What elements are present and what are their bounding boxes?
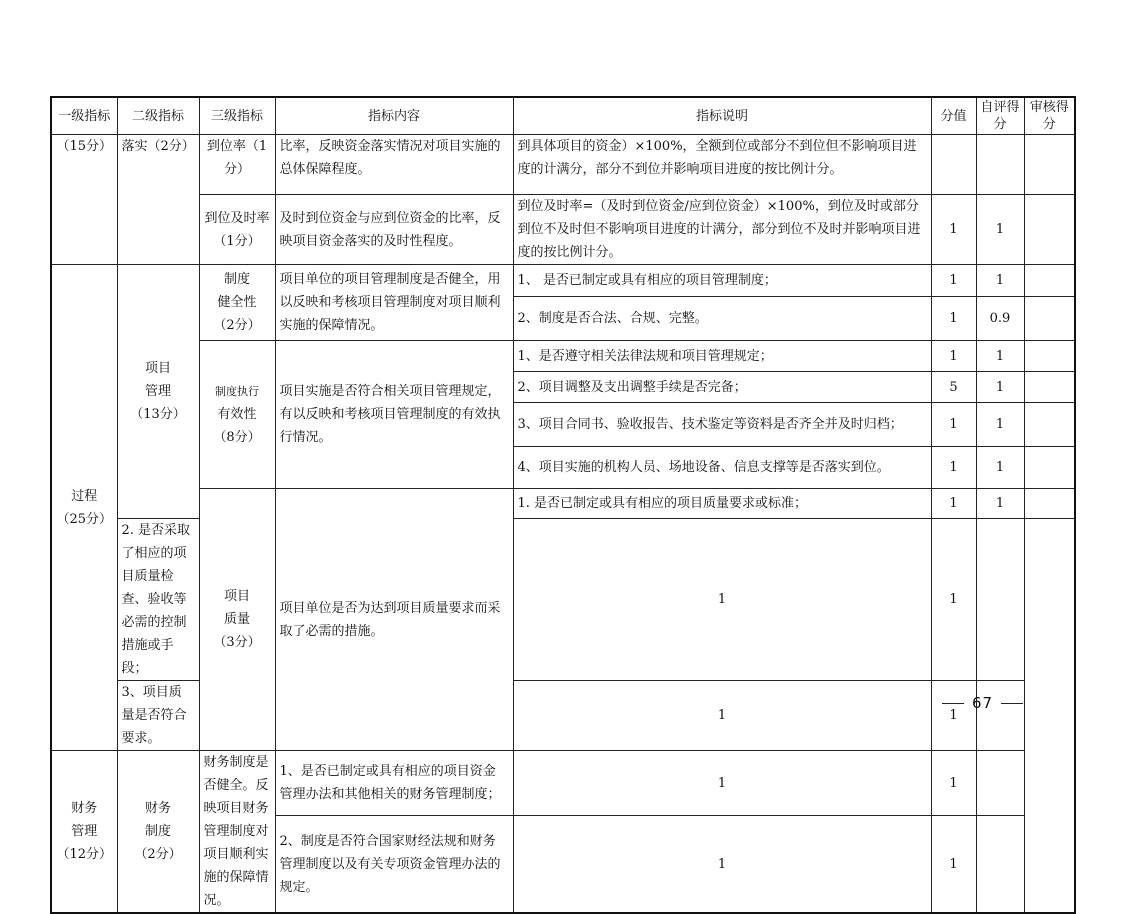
level2-finance-points: （12分）	[56, 847, 113, 862]
level3-finance-points: （2分）	[134, 847, 182, 862]
level2-project-management-cell	[117, 265, 199, 519]
level2-cell: 落实（2分）	[117, 135, 199, 265]
self-score-cell: 1	[976, 265, 1024, 297]
content-cell: 项目实施是否符合相关项目管理规定，有以反映和考核项目管理制度的有效执行情况。	[275, 341, 513, 489]
level2-pm-title: 项目管理	[144, 361, 171, 399]
description-cell: 4、项目实施的机构人员、场地设备、信息支撑等是否落实到位。	[513, 447, 931, 489]
level3-execution-points: （8分）	[213, 430, 261, 445]
audit-score-cell	[976, 816, 1024, 914]
audit-score-cell	[1024, 372, 1075, 403]
level3-finance-line1: 财务	[144, 801, 171, 816]
audit-score-cell	[976, 681, 1024, 751]
self-score-cell: 0.9	[976, 297, 1024, 341]
description-cell: 2、制度是否符合国家财经法规和财务管理制度以及有关专项资金管理办法的规定。	[275, 816, 513, 914]
self-score-cell	[976, 135, 1024, 195]
header-score: 分值	[931, 97, 976, 135]
level1-process-points: （25分）	[56, 511, 113, 527]
level3-quality-line2: 质量	[223, 612, 250, 627]
self-score-cell: 1	[931, 681, 976, 751]
audit-score-cell	[1024, 403, 1075, 447]
description-cell: 1、是否已制定或具有相应的项目资金管理办法和其他相关的财务管理制度；	[275, 751, 513, 816]
score-cell: 1	[513, 816, 931, 914]
content-cell: 项目单位的项目管理制度是否健全，用以反映和考核项目管理制度对项目顺利实施的保障情况。	[275, 265, 513, 341]
score-cell: 1	[931, 403, 976, 447]
table-row	[51, 489, 1075, 519]
score-cell: 1	[931, 447, 976, 489]
description-cell: 3、项目合同书、验收报告、技术鉴定等资料是否齐全并及时归档；	[513, 403, 931, 447]
score-cell: 1	[931, 195, 976, 265]
evaluation-table	[50, 96, 1076, 914]
level2-finance-line2: 管理	[71, 824, 98, 839]
level3-finance-cell	[117, 751, 199, 914]
description-cell: 1、 是否已制定或具有相应的项目管理制度；	[513, 265, 931, 297]
description-cell: 2、制度是否合法、合规、完整。	[513, 297, 931, 341]
self-score-cell: 1	[976, 341, 1024, 372]
level3-system-line1: 制度	[223, 272, 250, 287]
self-score-cell: 1	[976, 195, 1024, 265]
level1-cell: （15分）	[51, 135, 117, 265]
level3-finance-line2: 制度	[144, 824, 171, 839]
description-cell: 1. 是否已制定或具有相应的项目质量要求或标准；	[513, 489, 931, 519]
self-score-cell: 1	[976, 372, 1024, 403]
level3-quality-points: （3分）	[213, 635, 261, 650]
description-cell: 3、项目质量是否符合要求。	[117, 681, 199, 751]
audit-score-cell	[1024, 489, 1075, 519]
content-cell: 项目单位是否为达到项目质量要求而采取了必需的措施。	[275, 489, 513, 751]
level3-system-cell	[199, 265, 275, 341]
header-audit-score: 审核得分	[1024, 97, 1075, 135]
level3-execution-line1: 制度执行	[215, 385, 259, 398]
description-cell: 2、项目调整及支出调整手续是否完备；	[513, 372, 931, 403]
score-cell: 1	[513, 751, 931, 816]
page-number	[934, 694, 1031, 712]
level3-execution-line2: 有效性	[217, 407, 257, 422]
audit-score-cell	[1024, 447, 1075, 489]
level2-finance-line1: 财务	[71, 801, 98, 816]
self-score-cell: 1	[976, 489, 1024, 519]
level3-system-line2: 健全性	[217, 295, 257, 310]
content-cell: 及时到位资金与应到位资金的比率，反映项目资金落实的及时性程度。	[275, 195, 513, 265]
header-level1: 一级指标	[51, 97, 117, 135]
table-row	[51, 265, 1075, 297]
level3-system-points: （2分）	[213, 318, 261, 333]
description-cell: 到具体项目的资金）×100%，全额到位或部分不到位但不影响项目进度的计满分，部分不到位并影响项目进度的按比例计分。	[513, 135, 931, 195]
header-description: 指标说明	[513, 97, 931, 135]
audit-score-cell	[1024, 195, 1075, 265]
audit-score-cell	[1024, 135, 1075, 195]
table-row	[51, 341, 1075, 372]
content-cell: 财务制度是否健全。反映项目财务管理制度对项目顺利实施的保障情况。	[199, 751, 275, 914]
header-level3: 三级指标	[199, 97, 275, 135]
level2-finance-cell	[51, 751, 117, 914]
level3-cell: 到位及时率（1分）	[199, 195, 275, 265]
header-content: 指标内容	[275, 97, 513, 135]
score-cell: 1	[513, 681, 931, 751]
audit-score-cell	[1024, 297, 1075, 341]
description-cell: 2. 是否采取了相应的项目质量检查、验收等必需的控制措施或手段；	[117, 519, 199, 681]
score-cell: 1	[931, 341, 976, 372]
header-level2: 二级指标	[117, 97, 199, 135]
self-score-cell: 1	[931, 519, 976, 681]
score-cell: 1	[931, 489, 976, 519]
page-number-dash-left	[942, 703, 964, 704]
audit-score-cell	[976, 751, 1024, 816]
self-score-cell: 1	[976, 447, 1024, 489]
header-self-score: 自评得分	[976, 97, 1024, 135]
score-cell: 1	[931, 265, 976, 297]
score-cell: 1	[513, 519, 931, 681]
audit-score-cell	[1024, 341, 1075, 372]
level3-quality-line1: 项目	[223, 589, 250, 604]
level3-cell: 到位率（1分）	[199, 135, 275, 195]
audit-score-cell	[976, 519, 1024, 681]
self-score-cell: 1	[976, 403, 1024, 447]
table-row	[51, 751, 1075, 816]
level2-pm-points: （13分）	[130, 407, 186, 422]
description-cell: 到位及时率=（及时到位资金/应到位资金）×100%，到位及时或部分到位不及时但不影响项目进度的计满分，部分到位不及时并影响项目进度的按比例计分。	[513, 195, 931, 265]
page-number-value: 67	[972, 694, 994, 712]
score-cell: 1	[931, 297, 976, 341]
content-cell: 比率，反映资金落实情况对项目实施的总体保障程度。	[275, 135, 513, 195]
self-score-cell: 1	[931, 751, 976, 816]
description-cell: 1、是否遵守相关法律法规和项目管理规定；	[513, 341, 931, 372]
level3-execution-cell	[199, 341, 275, 489]
level1-process-title: 过程	[71, 488, 98, 504]
self-score-cell: 1	[931, 816, 976, 914]
audit-score-cell	[1024, 265, 1075, 297]
score-cell: 5	[931, 372, 976, 403]
header-row	[51, 97, 1075, 135]
table-row	[51, 195, 1075, 265]
level1-process-cell	[51, 265, 117, 751]
page-number-dash-right	[1001, 703, 1023, 704]
score-cell	[931, 135, 976, 195]
table-row	[51, 135, 1075, 195]
level3-quality-cell	[199, 489, 275, 751]
